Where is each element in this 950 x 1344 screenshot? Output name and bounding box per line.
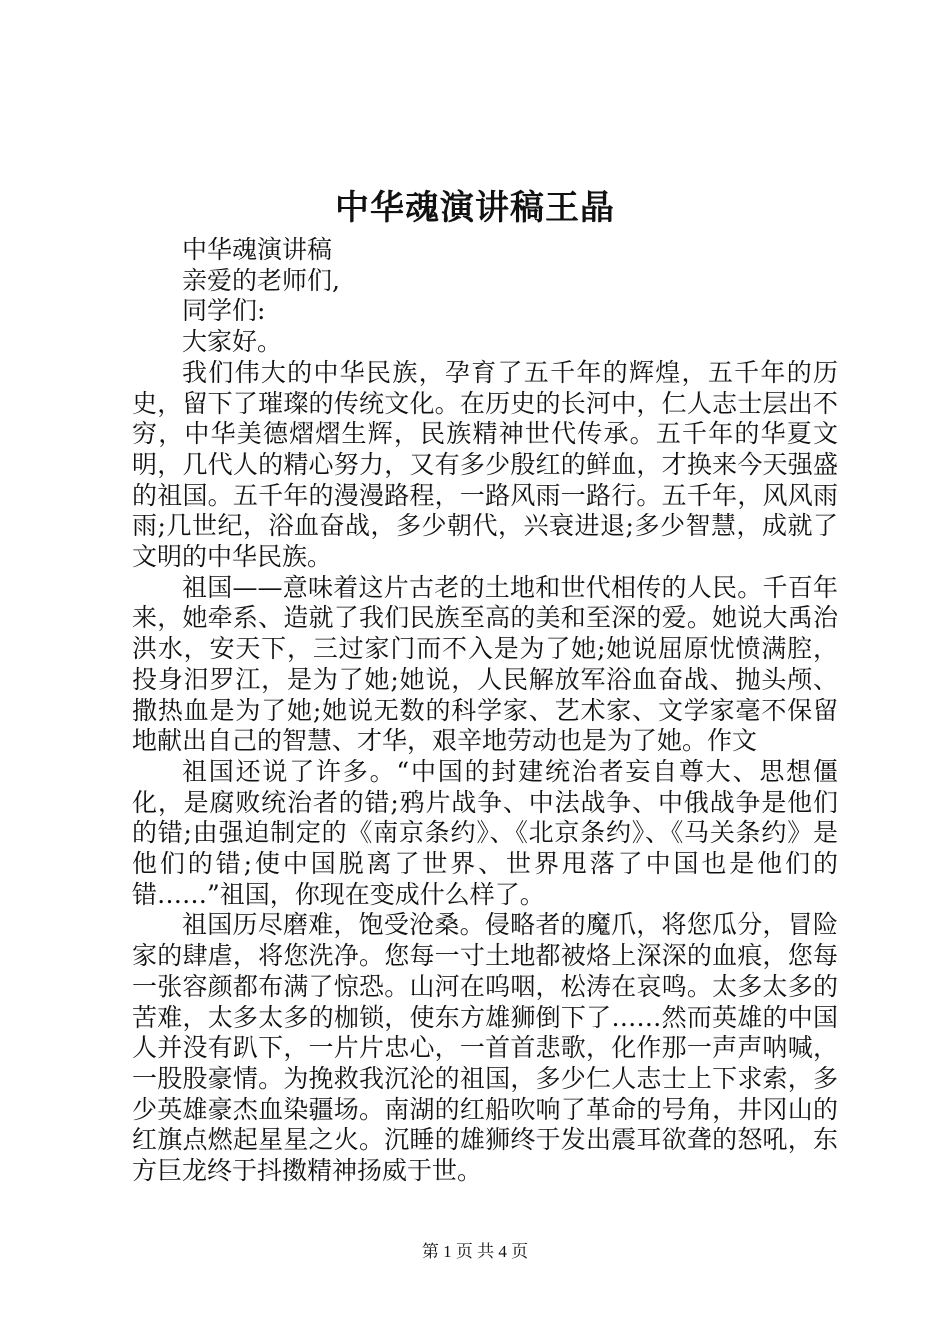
body-paragraph: 我们伟大的中华民族，孕育了五千年的辉煌，五千年的历史，留下了璀璨的传统文化。在历史的长河中，仁人志士层出不穷，中华美德熠熠生辉，民族精神世代传承。五千年的华夏文明，几代人的精心努力，又有多少殷红的鲜血，才换来今天强盛的祖国。五千年的漫漫路程，一路风雨一路行。五千年，风风雨雨;几世纪，浴血奋战，多少朝代，兴衰进退;多少智慧，成就了文明的中华民族。 [132, 357, 838, 572]
body-paragraph: 祖国——意味着这片古老的土地和世代相传的人民。千百年来，她牵系、造就了我们民族至高的美和至深的爱。她说大禹治洪水，安天下，三过家门而不入是为了她;她说屈原忧愤满腔，投身汨罗江，是为了她;她说，人民解放军浴血奋战、抛头颅、撒热血是为了她;她说无数的科学家、艺术家、文学家毫不保留地献出自己的智慧、才华，艰辛地劳动也是为了她。作文 [132, 572, 838, 756]
document-body [132, 235, 838, 1187]
salutation-teachers: 亲爱的老师们, [182, 265, 340, 295]
greeting: 大家好。 [182, 327, 283, 357]
salutation-students: 同学们: [182, 296, 266, 326]
speech-heading: 中华魂演讲稿 [182, 235, 333, 264]
page-number: 第 1 页 共 4 页 [421, 1242, 529, 1261]
body-paragraph: 祖国还说了许多。“中国的封建统治者妄自尊大、思想僵化，是腐败统治者的错;鸦片战争、中法战争、中俄战争是他们的错;由强迫制定的《南京条约》、《北京条约》、《马关条约》是他们的错;使中国脱离了世界、世界甩落了中国也是他们的错……”祖国，你现在变成什么样了。 [132, 756, 838, 909]
document-title: 中华魂演讲稿王晶 [335, 188, 615, 228]
body-paragraph: 祖国历尽磨难，饱受沧桑。侵略者的魔爪，将您瓜分，冒险家的肆虐，将您洗净。您每一寸土地都被烙上深深的血痕，您每一张容颜都布满了惊恐。山河在呜咽，松涛在哀鸣。太多太多的苦难，太多太多的枷锁，使东方雄狮倒下了……然而英雄的中国人并没有趴下，一片片忠心，一首首悲歌，化作那一声声呐喊，一股股豪情。为挽救我沉沦的祖国，多少仁人志士上下求索，多少英雄豪杰血染疆场。南湖的红船吹响了革命的号角，井冈山的红旗点燃起星星之火。沉睡的雄狮终于发出震耳欲聋的怒吼，东方巨龙终于抖擞精神扬威于世。 [132, 910, 838, 1186]
